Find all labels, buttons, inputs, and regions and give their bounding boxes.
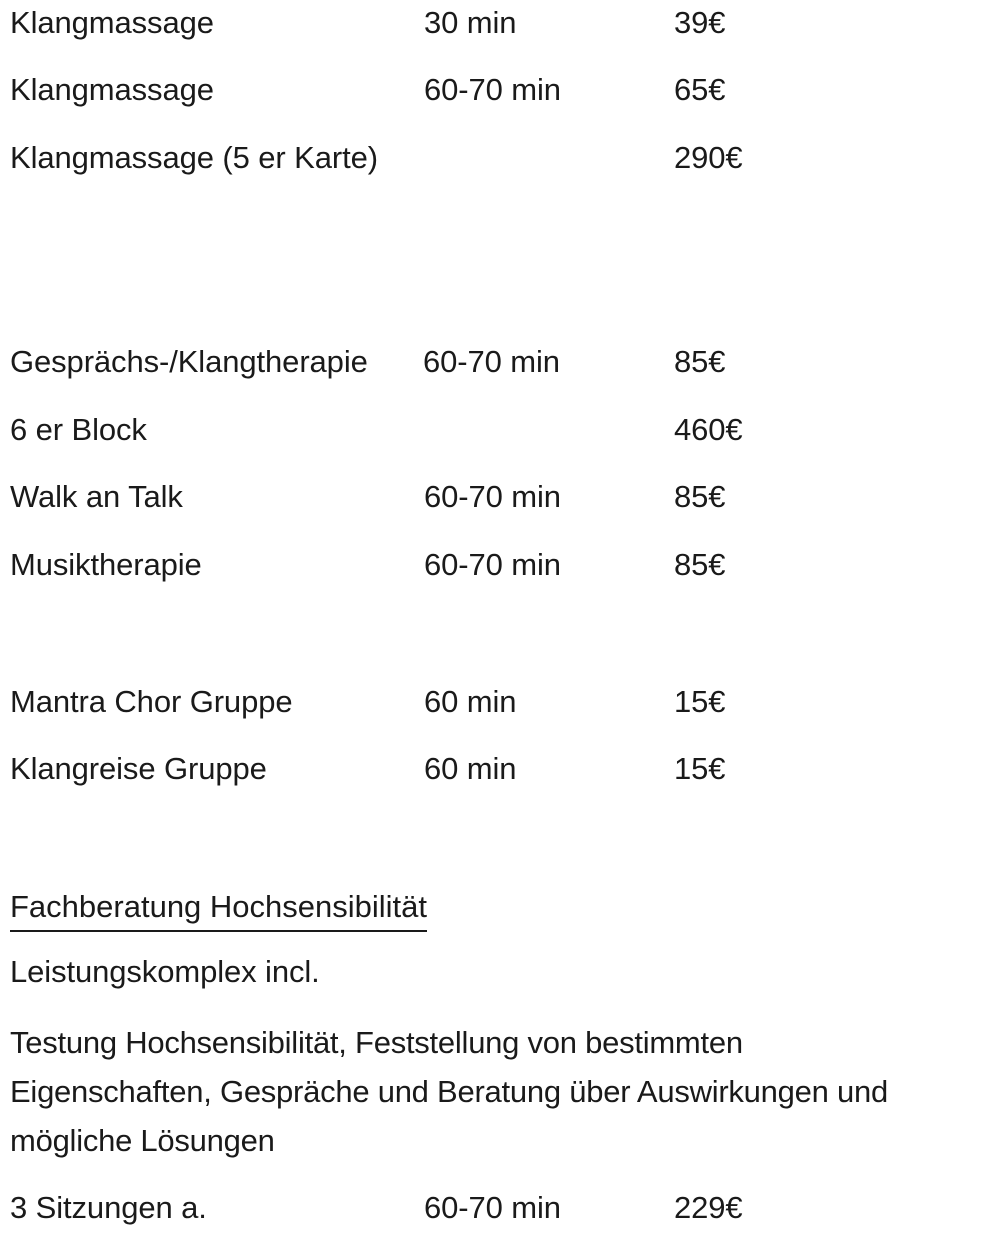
service-name: Mantra Chor Gruppe: [10, 684, 293, 719]
service-name: 3 Sitzungen a.: [10, 1190, 207, 1225]
service-duration: 60-70 min: [424, 1190, 561, 1225]
service-price: 85€: [674, 344, 726, 379]
table-row: [0, 747, 1000, 791]
table-row: [0, 408, 1000, 452]
service-name: Klangmassage (5 er Karte): [10, 140, 378, 175]
table-row: [0, 68, 1000, 112]
service-name: Klangreise Gruppe: [10, 751, 267, 786]
service-price: 85€: [674, 479, 726, 514]
table-row: [0, 680, 1000, 724]
table-row: [0, 543, 1000, 587]
service-duration: 60-70 min: [424, 547, 561, 582]
service-name: Walk an Talk: [10, 479, 183, 514]
service-price: 39€: [674, 5, 726, 40]
service-name: 6 er Block: [10, 412, 147, 447]
service-duration: 30 min: [424, 5, 517, 40]
service-duration: 60-70 min: [424, 72, 561, 107]
service-duration: 60-70 min: [424, 479, 561, 514]
service-name: Gesprächs-/Klangtherapie: [10, 344, 368, 379]
section-heading: Fachberatung Hochsensibilität: [10, 885, 427, 932]
service-duration: 60 min: [424, 684, 517, 719]
service-name: Musiktherapie: [10, 547, 202, 582]
service-price: 85€: [674, 547, 726, 582]
service-price: 229€: [674, 1190, 743, 1225]
section-description-line: Eigenschaften, Gespräche und Beratung über Auswirkungen und: [10, 1074, 888, 1109]
table-row: [0, 136, 1000, 180]
table-row: [0, 1, 1000, 45]
section-description-line: mögliche Lösungen: [10, 1123, 275, 1158]
service-duration: 60 min: [424, 751, 517, 786]
service-price: 15€: [674, 751, 726, 786]
table-row: [0, 1186, 1000, 1230]
section-description-line: Testung Hochsensibilität, Feststellung von bestimmten: [10, 1025, 743, 1060]
table-row: [0, 475, 1000, 519]
table-row: [0, 340, 1000, 384]
service-price: 290€: [674, 140, 743, 175]
service-name: Klangmassage: [10, 72, 214, 107]
section-subtitle: Leistungskomplex incl.: [10, 954, 320, 989]
service-price: 15€: [674, 684, 726, 719]
service-duration: 60-70 min: [423, 344, 560, 379]
service-price: 65€: [674, 72, 726, 107]
service-name: Klangmassage: [10, 5, 214, 40]
service-price: 460€: [674, 412, 743, 447]
